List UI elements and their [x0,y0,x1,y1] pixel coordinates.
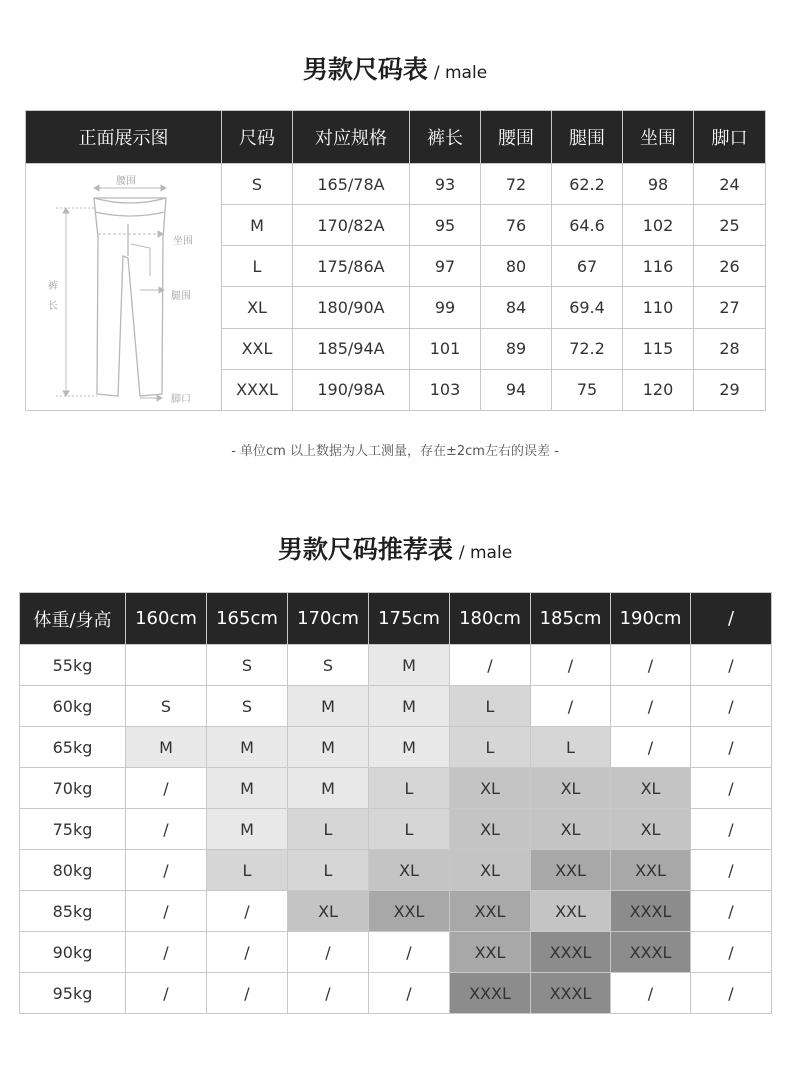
recommended-size-cell [126,645,207,686]
cell-thigh: 69.4 [552,287,623,328]
weight-cell: 85kg [20,891,126,932]
recommended-size-cell: XXXL [611,932,691,973]
header-size: 尺码 [222,111,293,164]
recommended-size-cell: / [691,645,772,686]
recommended-size-cell: XXXL [611,891,691,932]
recommended-size-cell: / [369,973,450,1014]
cell-spec: 165/78A [293,164,410,205]
recommended-size-cell: / [126,973,207,1014]
recommended-size-cell: XXL [450,891,531,932]
recommended-size-cell: M [288,686,369,727]
cell-hip: 98 [623,164,694,205]
waist-label: 腰围 [116,176,136,187]
recommended-size-cell: / [691,850,772,891]
recommended-size-cell: / [531,686,611,727]
recommended-size-cell: L [450,727,531,768]
recommended-size-cell: M [207,727,288,768]
header-height-col: 185cm [531,593,611,645]
recommend-row [20,727,772,768]
recommended-size-cell: / [126,932,207,973]
recommended-size-cell: / [691,686,772,727]
recommend-row [20,932,772,973]
measurement-note: - 单位cm 以上数据为人工测量，存在±2cm左右的误差 - [231,444,559,459]
length-label-1: 裤 [48,281,58,292]
cell-waist: 76 [481,205,552,246]
size-row-0 [26,164,766,205]
recommended-size-cell: L [207,850,288,891]
cell-hem: 27 [694,287,766,328]
recommended-size-cell: XL [450,768,531,809]
cell-hem: 25 [694,205,766,246]
cell-spec: 190/98A [293,369,410,410]
recommend-chart-title [0,530,790,566]
cell-size: L [222,246,293,287]
cell-waist: 84 [481,287,552,328]
header-height-col: 165cm [207,593,288,645]
recommended-size-cell: / [126,809,207,850]
cell-thigh: 72.2 [552,328,623,369]
recommended-size-cell: M [369,727,450,768]
recommended-size-cell: / [288,973,369,1014]
recommended-size-cell: L [288,809,369,850]
pants-diagram-svg [26,164,222,410]
recommended-size-cell: XXL [531,891,611,932]
cell-spec: 185/94A [293,328,410,369]
recommended-size-cell: / [450,645,531,686]
recommended-size-cell: / [288,932,369,973]
recommended-size-cell: / [126,850,207,891]
pants-diagram [26,164,222,411]
recommend-chart-subtitle: / male [458,543,513,563]
size-chart-table [25,110,766,411]
recommended-size-cell: XXL [611,850,691,891]
recommended-size-cell: XXL [531,850,611,891]
recommended-size-cell: / [611,973,691,1014]
header-height-col: 160cm [126,593,207,645]
recommended-size-cell: / [691,891,772,932]
header-length: 裤长 [410,111,481,164]
recommended-size-cell: M [207,809,288,850]
cell-length: 93 [410,164,481,205]
recommended-size-cell: XXXL [531,932,611,973]
recommended-size-cell: S [288,645,369,686]
recommended-size-cell: / [207,891,288,932]
header-hip: 坐围 [623,111,694,164]
recommended-size-cell: L [288,850,369,891]
recommended-size-cell: / [691,809,772,850]
thigh-label: 腿围 [171,291,191,302]
cell-waist: 72 [481,164,552,205]
recommend-row [20,645,772,686]
header-height-col: 180cm [450,593,531,645]
recommended-size-cell: XXL [369,891,450,932]
recommended-size-cell: / [691,932,772,973]
recommended-size-cell: L [531,727,611,768]
recommended-size-cell: L [450,686,531,727]
cell-spec: 170/82A [293,205,410,246]
header-spec: 对应规格 [293,111,410,164]
weight-cell: 90kg [20,932,126,973]
header-hem: 脚口 [694,111,766,164]
size-chart-header-row [26,111,766,164]
size-chart-subtitle: / male [433,63,488,83]
recommended-size-cell: / [611,727,691,768]
cell-thigh: 75 [552,369,623,410]
cell-hip: 110 [623,287,694,328]
cell-hem: 26 [694,246,766,287]
recommend-row [20,973,772,1014]
cell-size: XXL [222,328,293,369]
recommended-size-cell: XL [531,809,611,850]
recommended-size-cell: XXXL [450,973,531,1014]
recommend-row [20,768,772,809]
recommended-size-cell: XL [611,809,691,850]
header-thigh: 腿围 [552,111,623,164]
recommended-size-cell: XL [450,850,531,891]
recommended-size-cell: XL [369,850,450,891]
header-weight-height: 体重/身高 [20,593,126,645]
size-chart-title [0,50,790,86]
recommended-size-cell: / [126,891,207,932]
cell-hem: 24 [694,164,766,205]
cell-hip: 115 [623,328,694,369]
cell-spec: 175/86A [293,246,410,287]
recommended-size-cell: XL [450,809,531,850]
recommended-size-cell: XXL [450,932,531,973]
cell-size: S [222,164,293,205]
weight-cell: 75kg [20,809,126,850]
recommended-size-cell: M [126,727,207,768]
cell-waist: 94 [481,369,552,410]
recommended-size-cell: / [691,973,772,1014]
recommend-row [20,891,772,932]
cell-thigh: 64.6 [552,205,623,246]
size-chart-title-text: 男款尺码表 [302,55,428,84]
recommended-size-cell: M [369,686,450,727]
recommended-size-cell: / [207,932,288,973]
recommended-size-cell: S [126,686,207,727]
recommend-chart-table [19,592,772,1014]
cell-length: 103 [410,369,481,410]
cell-hem: 28 [694,328,766,369]
recommended-size-cell: / [691,727,772,768]
recommended-size-cell: XXXL [531,973,611,1014]
hip-label: 坐围 [173,236,193,247]
recommended-size-cell: S [207,645,288,686]
cell-size: XXXL [222,369,293,410]
recommend-row [20,809,772,850]
cell-thigh: 62.2 [552,164,623,205]
cell-hip: 102 [623,205,694,246]
cell-length: 101 [410,328,481,369]
recommended-size-cell: / [691,768,772,809]
recommend-chart-title-text: 男款尺码推荐表 [277,535,453,564]
recommended-size-cell: L [369,809,450,850]
recommended-size-cell: / [369,932,450,973]
recommended-size-cell: / [611,645,691,686]
weight-cell: 65kg [20,727,126,768]
cell-length: 95 [410,205,481,246]
recommended-size-cell: XL [288,891,369,932]
recommended-size-cell: S [207,686,288,727]
cell-hip: 120 [623,369,694,410]
recommended-size-cell: / [531,645,611,686]
cell-waist: 80 [481,246,552,287]
recommended-size-cell: XL [611,768,691,809]
recommend-row [20,686,772,727]
weight-cell: 60kg [20,686,126,727]
recommend-row [20,850,772,891]
cell-waist: 89 [481,328,552,369]
header-height-col: 170cm [288,593,369,645]
header-height-col: 175cm [369,593,450,645]
cell-size: XL [222,287,293,328]
weight-cell: 80kg [20,850,126,891]
recommended-size-cell: / [207,973,288,1014]
recommended-size-cell: XL [531,768,611,809]
weight-cell: 70kg [20,768,126,809]
header-height-col: 190cm [611,593,691,645]
recommend-header-row [20,593,772,645]
cell-hem: 29 [694,369,766,410]
cell-size: M [222,205,293,246]
header-waist: 腰围 [481,111,552,164]
recommended-size-cell: M [288,768,369,809]
recommended-size-cell: L [369,768,450,809]
recommended-size-cell: M [207,768,288,809]
cell-length: 97 [410,246,481,287]
cell-spec: 180/90A [293,287,410,328]
cell-length: 99 [410,287,481,328]
header-height-col: / [691,593,772,645]
hem-label: 脚口 [171,394,191,405]
weight-cell: 95kg [20,973,126,1014]
recommended-size-cell: M [288,727,369,768]
recommended-size-cell: / [611,686,691,727]
recommended-size-cell: / [126,768,207,809]
weight-cell: 55kg [20,645,126,686]
cell-hip: 116 [623,246,694,287]
recommended-size-cell: M [369,645,450,686]
header-front-view: 正面展示图 [26,111,222,164]
cell-thigh: 67 [552,246,623,287]
length-label-2: 长 [48,301,58,312]
